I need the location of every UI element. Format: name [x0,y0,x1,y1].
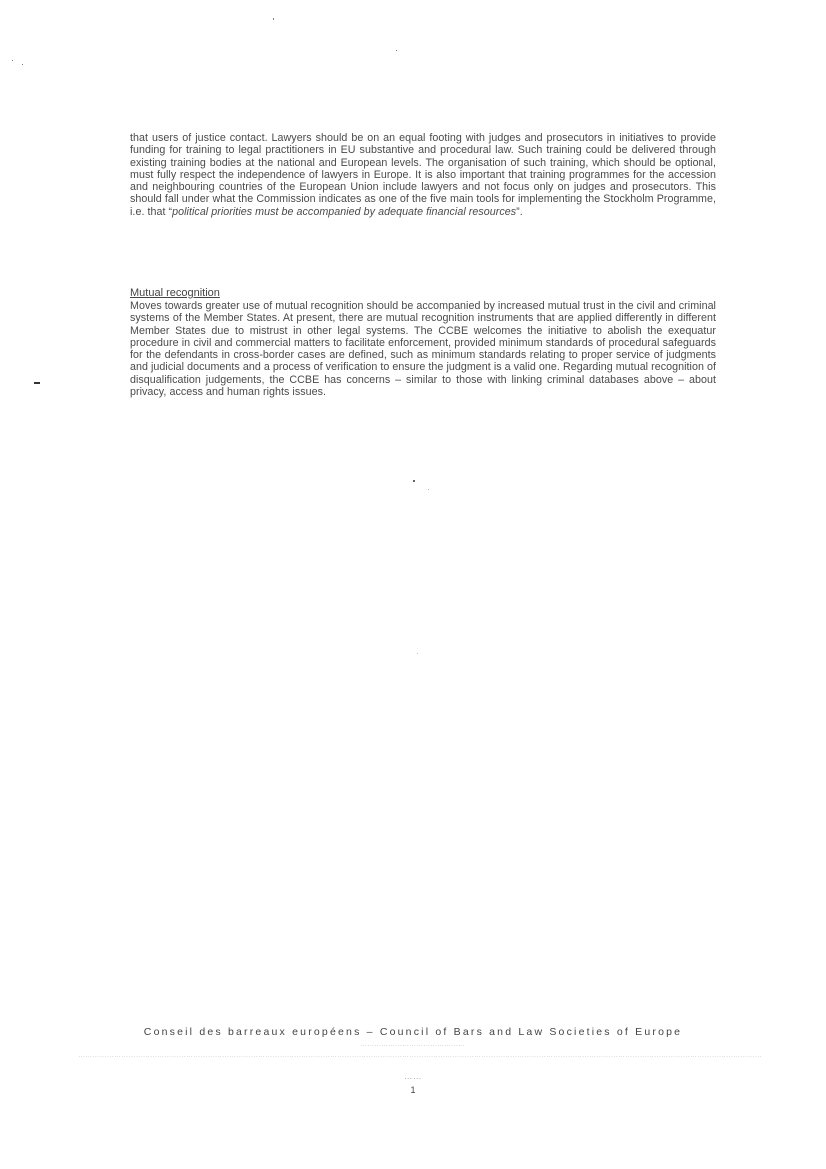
footer-organisation: Conseil des barreaux européens – Council of Bars and Law Societies of Europe [143,1026,683,1038]
mutual-recognition-paragraph: Moves towards greater use of mutual recognition should be accompanied by increased mutual trust in the civil and criminal systems of the Member States. At present, there are mutual recognition instruments that are applied differently in different Member States due to mistrust in other legal systems. The CCBE welcomes the initiative to abolish the exequatur procedure in civil and commercial matters to facilitate enforcement, provided minimum standards of procedural safeguards for the defendants in cross-border cases are defined, such as minimum standards relating to proper service of judgments and judicial documents and a process of verification to ensure the judgment is a valid one. Regarding mutual recognition of disqualification judgements, the CCBE has concerns – similar to those with linking criminal databases above – about privacy, access and human rights issues. [130,300,716,399]
scan-speck [417,653,418,654]
scan-speck [12,60,13,61]
scan-speck [413,480,415,482]
intro-text: that users of justice contact. Lawyers should be on an equal footing with judges and prosecutors in initiatives to provide funding for training to legal practitioners in EU substantive and procedural law. Such training could be delivered through existing training bodies at the national and European levels. The organisation of such training, which should be optional, must fully respect the independence of lawyers in Europe. It is also important that training programmes for the accession and neighbouring countries of the European Union include lawyers and not focus only on judges and prosecutors. This should fall under what the Commission indicates as one of the five main tools for implementing the Stockholm Programme, i.e. that “ [130,132,716,218]
scan-margin-mark [34,382,40,384]
scan-speck [273,18,274,20]
scan-speck [428,489,429,490]
scan-speck [396,50,397,51]
scan-speck [22,64,23,65]
section-heading-mutual-recognition: Mutual recognition [130,287,220,299]
intro-paragraph [130,132,716,218]
page-number: 1 [410,1085,416,1095]
footer-contact-line: …………………………………………………………………………………………………………………………………………………………………………………………………………………………………………………………… [78,1052,762,1059]
footer-registration: ……………………………………… [360,1041,466,1048]
intro-quote: political priorities must be accompanied by adequate financial resources [172,205,517,218]
footer-date: …… [403,1071,423,1081]
intro-text-end: ”. [516,205,523,218]
